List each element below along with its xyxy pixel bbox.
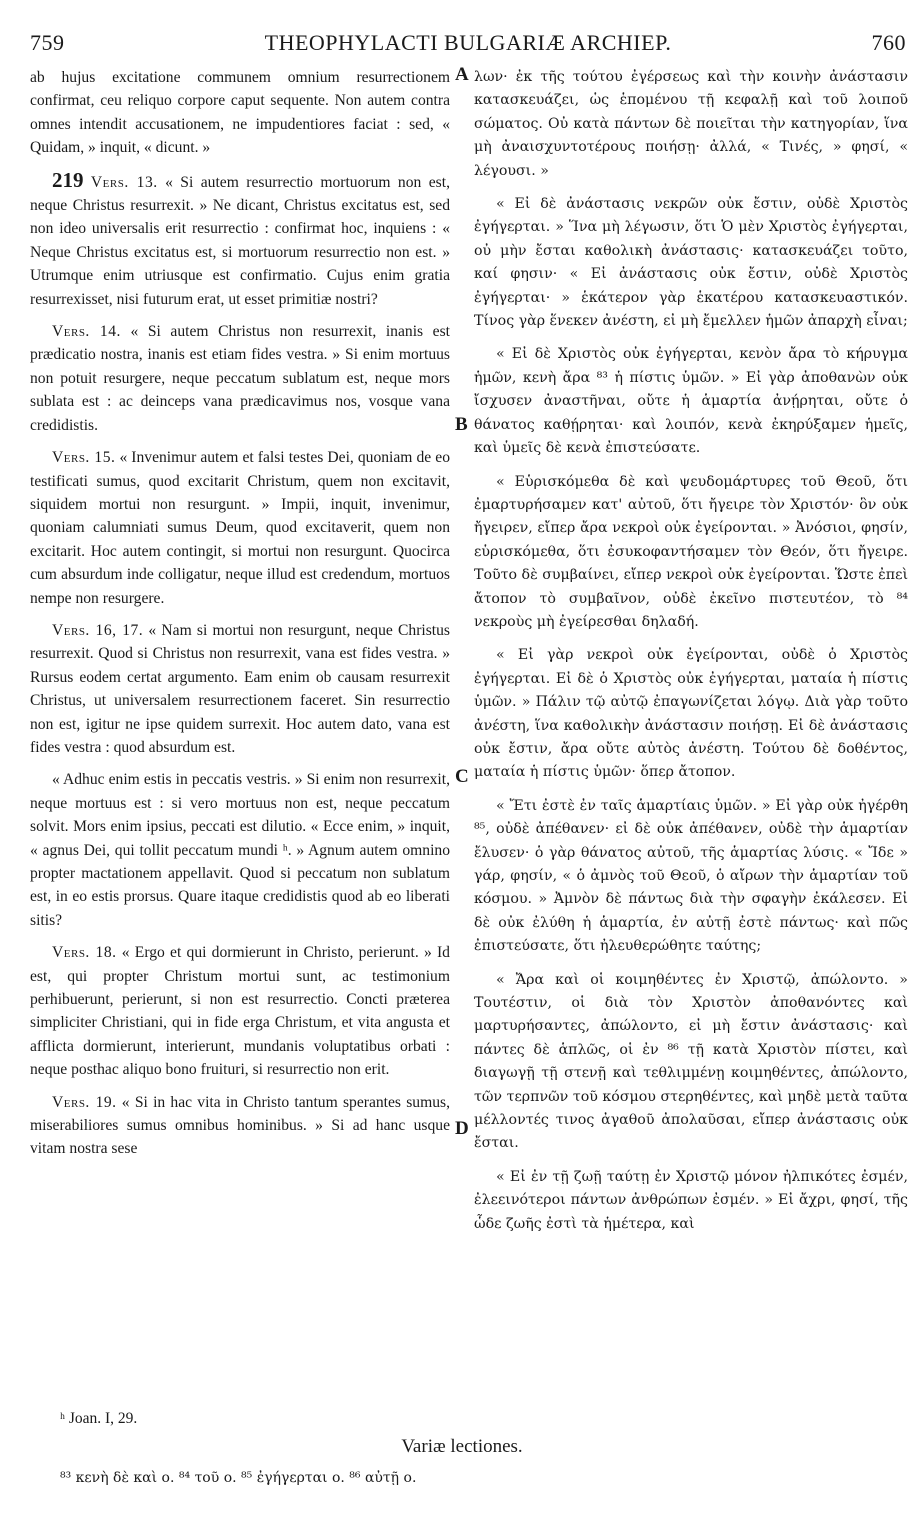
verse-label: Vers. 13. [90, 173, 158, 191]
verse-label: Vers. 14. [52, 323, 121, 341]
greek-paragraph: « Εἰ δὲ ἀνάστασις νεκρῶν οὐκ ἔστιν, οὐδὲ Χριστὸς ἐγήγερται. » Ἵνα μὴ λέγωσιν, ὅτι Ὁ μὲν Χριστὸς ἐγήγερται, οὐ μὴν ἔσται καθολικὴ ἀνάστασις· κατασκευάζει τοῦτο, καί φησιν· « Εἰ ἀνάστασις οὐκ ἔστιν, οὐδὲ Χριστὸς ἐγήγερται· » ἑκάτερον γὰρ ἑκατέρου κατασκευαστικόν. Τίνος γὰρ ἕνεκεν ἀνέστη, εἰ μὴ ἔμελλεν ἡμῶν ἀπαρχὴ εἶναι; [474, 196, 908, 330]
verse-label: Vers. 18. [52, 944, 117, 962]
latin-text: « Si autem Christus non resurrexit, inanis est prædicatio nostra, inanis est etiam fides vestra. » Si enim mortuus non potuit resurgere, neque peccatum sublatum est, neque mors sublata est : ac deinceps vana prædicavimus nos, vosque vana credidistis. [30, 323, 450, 434]
margin-letter-b: B [455, 414, 468, 435]
greek-paragraph: « Εἰ ἐν τῇ ζωῇ ταύτῃ ἐν Χριστῷ μόνον ἠλπικότες ἐσμέν, ἐλεεινότεροι πάντων ἀνθρώπων ἐσμέν. » Εἰ ἄχρι, φησί, τῆς ὧδε ζωῆς ἐστὶ τὰ ἡμέτερα, καὶ [474, 1168, 908, 1232]
latin-text: « Si in hac vita in Christo tantum sperantes sumus, miserabiliores sumus omnibus hominibus. » Si ad hanc usque vitam nostra sese [30, 1093, 450, 1158]
page-number-left: 759 [30, 30, 65, 55]
verse-label: Vers. 19. [52, 1093, 117, 1111]
greek-paragraph: λων· ἐκ τῆς τούτου ἐγέρσεως καὶ τὴν κοινὴν ἀνάστασιν κατασκευάζει, ὡς ἑπομένου τῇ κεφαλῇ καὶ τοῦ λοιποῦ σώματος. Οὐ κατὰ πάντων δὲ ποιεῖται τὴν κατηγορίαν, ἵνα μὴ ἀναισχυντοτέρους ποιήσῃ· ἀλλά, « Τινές, » φησί, « λέγουσι. » [474, 69, 908, 179]
section-number: 219 [52, 167, 84, 192]
greek-column [474, 66, 908, 1246]
latin-text: « Nam si mortui non resurgunt, neque Christus resurrexit. Quod si Christus non resurrexit, vana est fides vestra. » Rursus eodem certat argumento. Eam enim ob causam resurrexit Christus, ut universalem resurrectionem faceret. Sin resurrectio non est, igitur ne ipse quidem surrexit. Hoc autem dato, vana est fides vestra : quod absurdum est. [30, 621, 450, 756]
latin-text: « Ergo et qui dormierunt in Christo, perierunt. » Id est, qui propter Christum mortui sunt, ac testimonium perhibuerunt, perierunt, si non est resurrectio. Concti præterea simpliciter Christiani, qui in fide erga Christum, et vita angusta et afflicta dormierunt, interierunt, mundanis voluptatibus orbati : neque posthac aliquo bono fruituri, si resurrectio non erit. [30, 944, 450, 1079]
latin-paragraph: ab hujus excitatione communem omnium resurrectionem confirmat, ceu reliquo corpore caput sequente. Non autem contra omnes intendit accusationem, ne impudentiores faciat : sed, « Quidam, » inquit, « dicunt. » [30, 69, 450, 157]
greek-paragraph: « Εὑρισκόμεθα δὲ καὶ ψευδομάρτυρες τοῦ Θεοῦ, ὅτι ἐμαρτυρήσαμεν κατ' αὐτοῦ, ὅτι ἤγειρε τὸν Χριστόν· ὃν οὐκ ἤγειρεν, εἴπερ ἄρα νεκροὶ οὐκ ἐγείρονται. » Ἀνόσιοι, φησίν, εὑρισκόμεθα, ὅτι ἐσυκοφαντήσαμεν τὸν Θεόν, ὅτι ἤγειρε. Τοῦτο δὲ συμβαίνει, εἴπερ νεκροὶ οὐκ ἐγείρονται. Ὥστε ἐπεὶ ἄτοπον τὸ συμβαῖνον, οὐδὲ ἐκεῖνο πιστευτέον, τὸ ⁸⁴ νεκροὺς μὴ ἐγείρεσθαι δηλαδή. [474, 473, 909, 630]
latin-text: « Si autem resurrectio mortuorum non est, neque Christus resurrexit. » Ne dicant, Christus excitatus est, sed non ideo universalis erit resurrectio : confirmat hoc, inquiens : « Neque Christus excitatus est, si mortuorum resurrectio non est. » Utrumque enim utriusque est confirmatio. Cujus enim gratia resurrexisset, nisi futurum erat, ut esset primitiæ nostri? [30, 173, 450, 308]
variae-lectiones-list: ⁸³ κενὴ δὲ καὶ ο. ⁸⁴ τοῦ ο. ⁸⁵ ἐγήγερται ο. ⁸⁶ αὐτῇ ο. [60, 1470, 417, 1486]
latin-text: « Invenimur autem et falsi testes Dei, quoniam de eo testificati sumus, quod excitarit Christum, quem non excitavit, siquidem mortui non resurgunt. » Impii, inquit, invenimur, quoniam calumniati sumus Deum, quod excitaverit, quem non excitarit. Hoc autem contingit, si mortui non resurgunt. Quocirca cum absurdum inde colligatur, neque illud est credendum, mortuos nempe non resurgere. [30, 449, 450, 607]
footnote: ʰ Joan. I, 29. [60, 1410, 138, 1427]
variae-lectiones-title: Variæ lectiones. [401, 1436, 523, 1457]
latin-column [30, 66, 450, 1170]
latin-paragraph [30, 169, 450, 311]
margin-letter-a: A [455, 64, 469, 85]
verse-label: Vers. 15. [52, 449, 116, 467]
margin-letter-d: D [455, 1118, 469, 1139]
greek-paragraph: « Εἰ γὰρ νεκροὶ οὐκ ἐγείρονται, οὐδὲ ὁ Χριστὸς ἐγήγερται. Εἰ δὲ ὁ Χριστὸς οὐκ ἐγήγερται, ματαία ἡ πίστις ὑμῶν. » Πάλιν τῷ αὐτῷ ἐπαγωνίζεται λόγῳ. Διὰ γὰρ τοῦτο ἀνέστη, ἵνα καθολικὴν ἀνάστασιν ποιήσῃ. Εἰ δὲ ἀνάστασις οὐκ ἔστιν, ἄρα οὔτε αὐτὸς ἀνέστη. Τούτου δὲ δοθέντος, ματαία ἡ πίστις ὑμῶν· ὅπερ ἄτοπον. [474, 647, 908, 781]
greek-paragraph: « Ἔτι ἐστὲ ἐν ταῖς ἁμαρτίαις ὑμῶν. » Εἰ γὰρ οὐκ ἠγέρθη ⁸⁵, οὐδὲ ἀπέθανεν· εἰ δὲ οὐκ ἀπέθανεν, οὐδὲ τὴν ἁμαρτίαν ἔλυσεν· ὁ γὰρ θάνατος αὐτοῦ, τῆς ἁμαρτίας λύσις. « Ἴδε » γάρ, φησίν, « ὁ ἀμνὸς τοῦ Θεοῦ, ὁ αἴρων τὴν ἁμαρτίαν τοῦ κόσμου. » Ἀμνὸν δὲ πάντως διὰ τὴν σφαγὴν ἐκάλεσεν. Εἰ δὲ οὐκ ἐλύθη ἡ ἁμαρτία, ἐν αὐτῇ ἐστὲ πάντως· καὶ πῶς ἐπιστεύσατε, ὅτι ἠλευθερώθητε ταύτης; [474, 797, 908, 955]
latin-paragraph [30, 446, 450, 610]
latin-paragraph: « Adhuc enim estis in peccatis vestris. » Si enim non resurrexit, neque mortuus est : si vero mortuus non est, neque peccatum solvit. Mors enim ipsius, peccati est dilutio. « Ecce enim, » inquit, « agnus Dei, qui tollit peccatum mundi ʰ. » Agnum autem omnino propter mactationem appellavit. Quod si peccatum non sublatum est, in eo estis prorsus. Quare itaque credidistis quod ab eo liberati sitis? [30, 771, 450, 929]
latin-paragraph [30, 941, 450, 1081]
latin-paragraph [30, 1091, 450, 1161]
page-number-right: 760 [871, 30, 906, 55]
margin-letter-c: C [455, 766, 469, 787]
latin-paragraph [30, 320, 450, 437]
greek-paragraph: « Εἰ δὲ Χριστὸς οὐκ ἐγήγερται, κενὸν ἄρα τὸ κήρυγμα ἡμῶν, κενὴ ἄρα ⁸³ ἡ πίστις ὑμῶν. » Εἰ γὰρ ἀποθανὼν οὐκ ἴσχυσεν ἀναστῆναι, οὔτε ἡ ἁμαρτία ἀνῄρηται, οὔτε ὁ θάνατος καθῄρηται· καὶ λοιπόν, κενὰ ἐκηρύξαμεν ἡμεῖς, καὶ ὑμεῖς δὲ κενὰ ἐπιστεύσατε. [474, 346, 908, 457]
verse-label: Vers. 16, 17. [52, 621, 144, 639]
greek-paragraph: « Ἄρα καὶ οἱ κοιμηθέντες ἐν Χριστῷ, ἀπώλοντο. » Τουτέστιν, οἱ διὰ τὸν Χριστὸν ἀποθανόντες καὶ μαρτυρήσαντες, ἀπώλοντο, εἰ μὴ ἔστιν ἀνάστασις· καὶ πάντες δὲ ἁπλῶς, οἱ ἐν ⁸⁶ τῇ κατὰ Χριστὸν πίστει, καὶ διαγωγῇ τῇ στενῇ καὶ τεθλιμμένῃ κοιμηθέντες, ἀπώλοντο, τῶν τερπνῶν τοῦ κόσμου στερηθέντες, καὶ μηδὲ μετὰ ταῦτα μέλλοντές τινος ἀγαθοῦ ἀπολαῦσαι, εἴπερ ἀνάστασις οὐκ ἔσται. [474, 971, 908, 1152]
running-title: THEOPHYLACTI BULGARIÆ ARCHIEP. [264, 30, 672, 55]
latin-paragraph [30, 619, 450, 759]
running-header [30, 30, 906, 62]
